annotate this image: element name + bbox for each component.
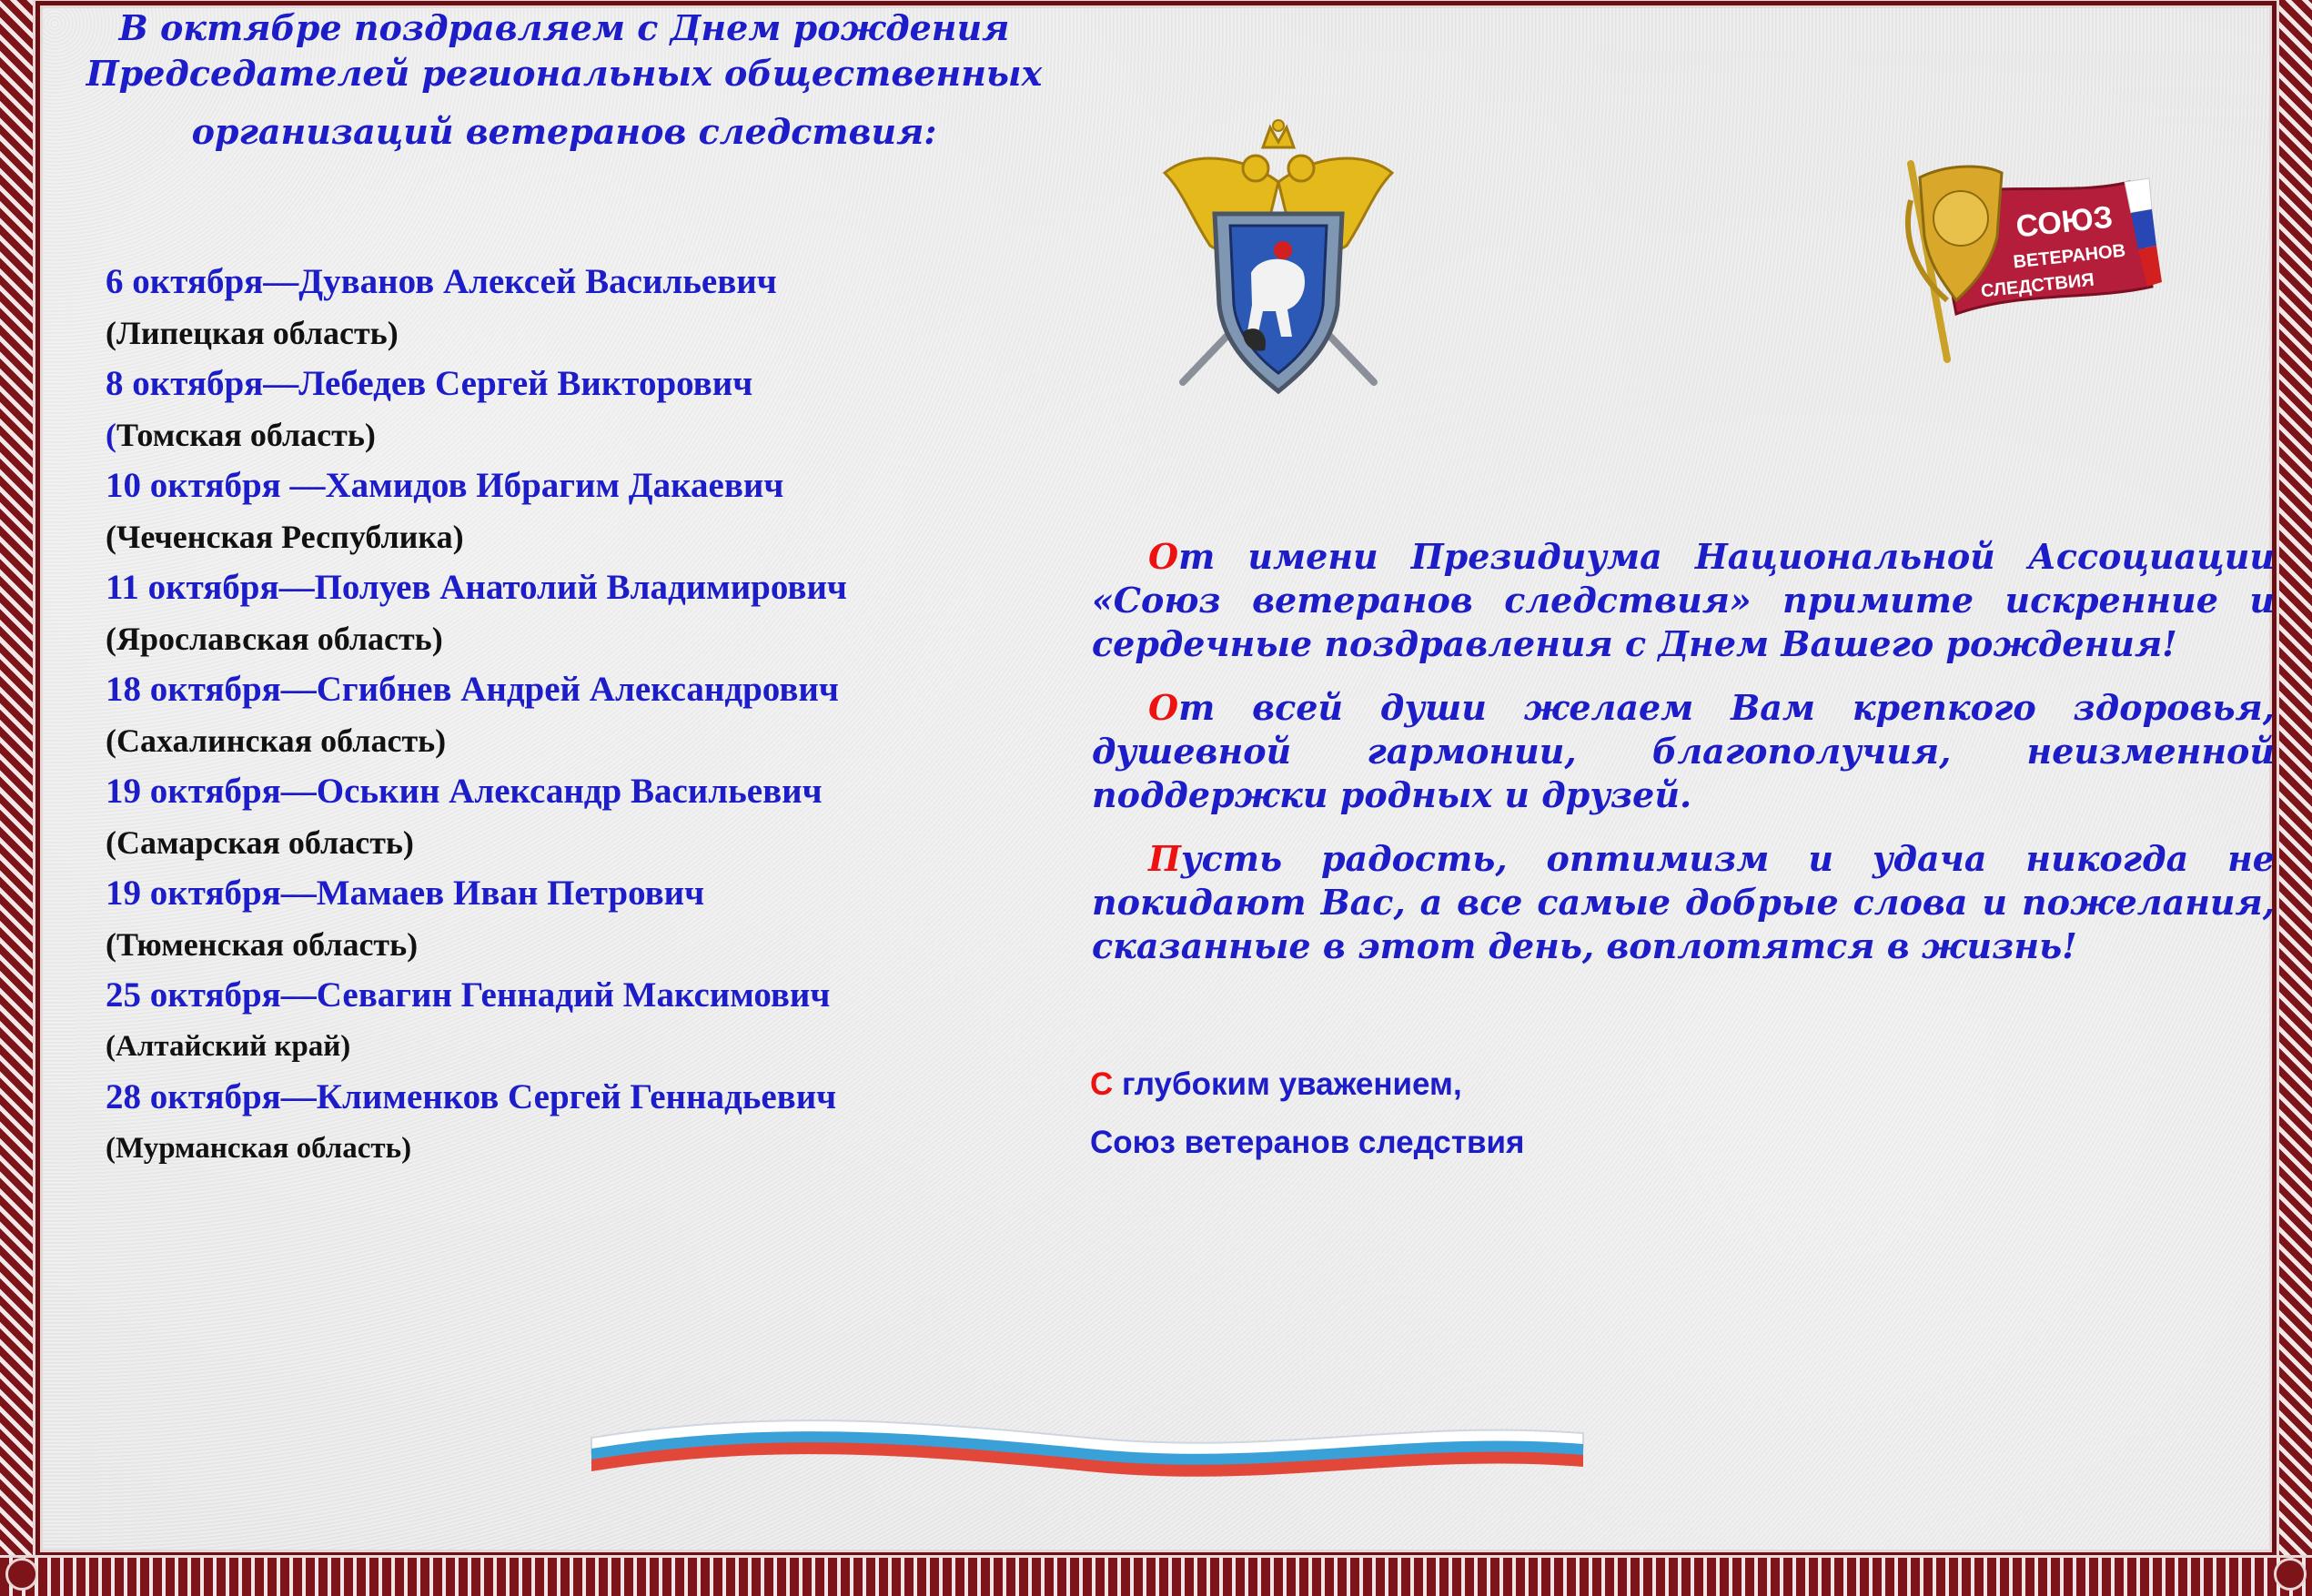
birthday-entry-region: (Мурманская область) xyxy=(106,1132,412,1165)
birthday-entry-name: 19 октября—Оськин Александр Васильевич xyxy=(106,772,823,811)
region-text: Томская область) xyxy=(116,417,376,453)
badge-line-2: ВЕТЕРАНОВ xyxy=(2012,240,2127,273)
paragraph-text: т всей души желаем Вам крепкого здоровья, душевной гармонии, благополучия, неизменной поддержки родных и друзей. xyxy=(1092,687,2275,815)
birthday-entry-region: (Сахалинская область) xyxy=(106,722,447,759)
congrats-paragraph-3 xyxy=(1092,837,2275,968)
veterans-union-badge-icon xyxy=(1893,146,2184,373)
birthday-entry-region xyxy=(106,409,1070,460)
birthday-entry-name: 6 октября—Дуванов Алексей Васильевич xyxy=(106,262,777,301)
congrats-paragraph-2 xyxy=(1092,686,2275,817)
paragraph-text: т имени Президиума Национальной Ассоциации «Союз ветеранов следствия» примите искренние и сердечные поздравления с Днем Вашего рождения! xyxy=(1092,536,2275,664)
birthday-entry-name: 10 октября —Хамидов Ибрагим Дакаевич xyxy=(106,466,784,505)
birthday-entry-region: (Липецкая область) xyxy=(106,315,399,351)
birthday-entry-name: 18 октября—Сгибнев Андрей Александрович xyxy=(106,670,839,709)
birthday-entry-region: (Самарская область) xyxy=(106,824,414,861)
birthday-entry-name: 25 октября—Севагин Геннадий Максимович xyxy=(106,975,831,1015)
drop-cap: П xyxy=(1148,838,1181,879)
heading-line-1: В октябре поздравляем с Днем рождения xyxy=(118,7,1010,48)
badge-line-3: СЛЕДСТВИЯ xyxy=(1980,269,2095,302)
birthday-list xyxy=(106,257,1070,1174)
signature-block xyxy=(1090,1056,1524,1172)
signature-line-1 xyxy=(1090,1056,1524,1114)
investigative-committee-emblem-icon xyxy=(1156,118,1401,409)
page-heading xyxy=(82,5,1046,155)
paragraph-text: усть радость, оптимизм и удача никогда не покидают Вас, а все самые добрые слова и пожелания, сказанные в этот день, воплотятся в жизнь! xyxy=(1092,838,2275,966)
drop-cap: О xyxy=(1148,687,1179,728)
heading-line-2: Председателей региональных общественных xyxy=(86,53,1043,94)
signature-text: глубоким уважением, xyxy=(1113,1066,1462,1102)
signature-cap: С xyxy=(1090,1066,1114,1102)
birthday-entry-region: (Чеченская Республика) xyxy=(106,519,464,555)
signature-line-2: Союз ветеранов следствия xyxy=(1090,1125,1525,1160)
birthday-entry-name: 28 октября—Клименков Сергей Геннадьевич xyxy=(106,1077,837,1116)
birthday-entry-name: 11 октября—Полуев Анатолий Владимирович xyxy=(106,568,847,607)
bottom-border-strip xyxy=(0,1555,2312,1596)
birthday-entry-region: (Алтайский край) xyxy=(106,1030,351,1063)
congrats-paragraph-1 xyxy=(1092,535,2275,666)
drop-cap: О xyxy=(1148,536,1179,577)
heading-line-3: организаций ветеранов следствия: xyxy=(191,111,937,152)
badge-line-1: СОЮЗ xyxy=(2014,199,2115,245)
birthday-entry-name: 8 октября—Лебедев Сергей Викторович xyxy=(106,364,753,403)
birthday-entry-name: 19 октября—Мамаев Иван Петрович xyxy=(106,874,705,913)
region-open-paren: ( xyxy=(106,417,116,453)
corner-ornament-left xyxy=(5,1558,38,1591)
birthday-entry-region: (Ярославская область) xyxy=(106,621,443,657)
congratulation-text xyxy=(1092,535,2275,988)
tricolor-ribbon-icon xyxy=(582,1401,1592,1483)
corner-ornament-right xyxy=(2274,1558,2307,1591)
birthday-entry-region: (Тюменская область) xyxy=(106,926,419,963)
